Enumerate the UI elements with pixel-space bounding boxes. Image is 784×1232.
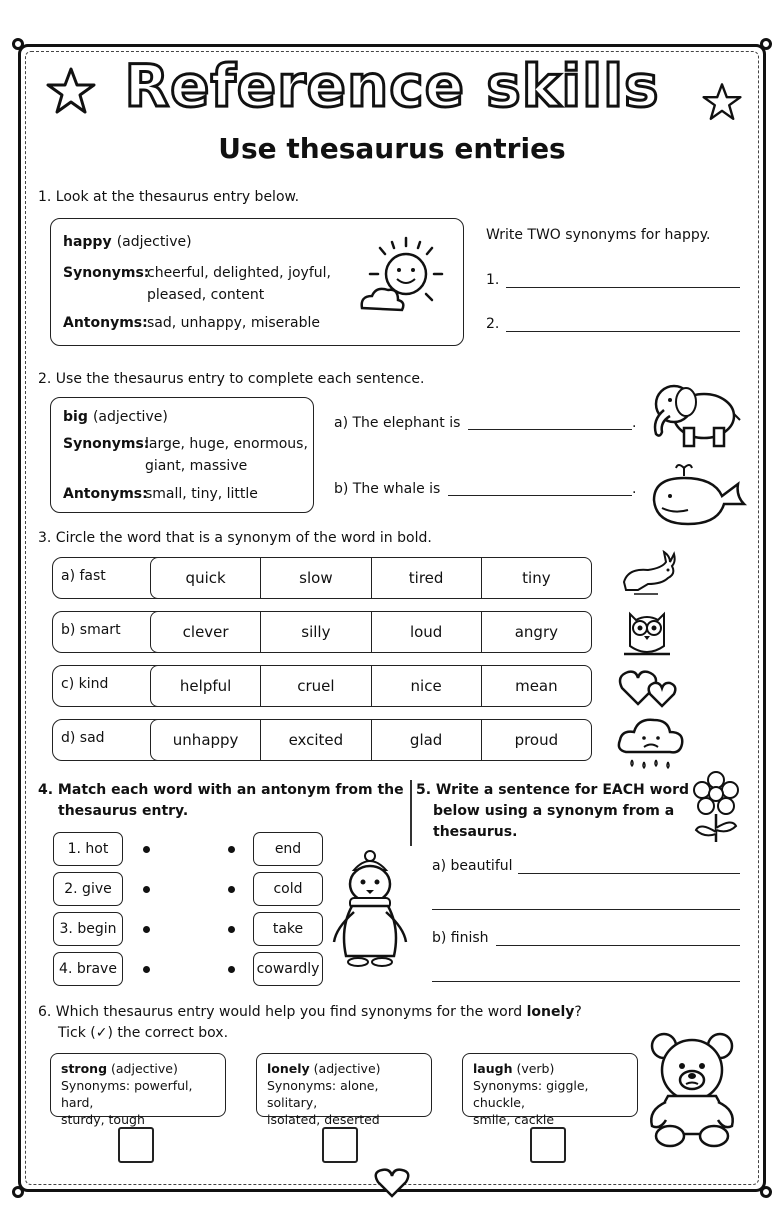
entry-pos: (adjective): [313, 1061, 381, 1076]
option-entry-lonely: [256, 1053, 432, 1127]
tick-box-lonely[interactable]: [322, 1127, 358, 1163]
border-corner: [12, 38, 24, 50]
flower-icon: [690, 772, 742, 844]
answer-line[interactable]: [518, 858, 740, 874]
synonyms-text: giant, massive: [145, 458, 248, 474]
q6-instruction: Tick (✓) the correct box.: [58, 1025, 229, 1041]
match-left-box[interactable]: 4. brave: [53, 952, 123, 986]
answer-line-a[interactable]: [468, 414, 632, 430]
entry-synonyms: isolated, deserted: [267, 1112, 380, 1127]
sentence-b: b) The whale is: [334, 481, 441, 497]
entry-pos: (adjective): [116, 234, 192, 250]
entry-word: laugh: [473, 1061, 513, 1076]
antonyms-text: small, tiny, little: [145, 486, 258, 502]
match-right-box[interactable]: end: [253, 832, 323, 866]
row-label: a) fast: [61, 568, 106, 584]
raincloud-icon: [616, 712, 686, 774]
match-dot[interactable]: [228, 886, 235, 893]
answer-number: 1.: [486, 272, 500, 288]
synonyms-text: cheerful, delighted, joyful,: [147, 265, 331, 281]
antonyms-text: sad, unhappy, miserable: [147, 315, 320, 331]
rabbit-icon: [618, 548, 678, 596]
option-cell[interactable]: helpful: [179, 677, 232, 695]
entry-pos: (verb): [516, 1061, 555, 1076]
antonyms-label: Antonyms:: [63, 486, 148, 502]
row-label: c) kind: [61, 676, 109, 692]
row-label: b) smart: [61, 622, 121, 638]
q4-prompt: thesaurus entry.: [58, 803, 189, 819]
answer-number: 2.: [486, 316, 500, 332]
answer-line-2[interactable]: [506, 316, 740, 332]
entry-pos: (adjective): [92, 409, 168, 425]
entry-word: happy: [63, 234, 112, 250]
sentence-a: a) The elephant is: [334, 415, 461, 431]
tick-box-laugh[interactable]: [530, 1127, 566, 1163]
match-dot[interactable]: [143, 846, 150, 853]
synonym-row: [52, 719, 592, 761]
tick-box-strong[interactable]: [118, 1127, 154, 1163]
whale-icon: [648, 460, 748, 530]
q5-prompt: 5. Write a sentence for EACH word: [416, 782, 690, 798]
star-icon: [46, 66, 96, 116]
q4-prompt: 4. Match each word with an antonym from the: [38, 782, 404, 798]
synonyms-text: pleased, content: [147, 287, 265, 303]
option-cell[interactable]: quick: [185, 569, 226, 587]
sentence-period: .: [632, 481, 637, 497]
sun-icon: [356, 232, 452, 324]
q2-prompt: 2. Use the thesaurus entry to complete each sentence.: [38, 371, 425, 387]
q6-target-word: lonely: [526, 1004, 575, 1020]
sentence-period: .: [632, 415, 637, 431]
answer-line[interactable]: [432, 966, 740, 982]
entry-pos: (adjective): [111, 1061, 178, 1076]
answer-line[interactable]: [496, 930, 740, 946]
synonyms-label: Synonyms:: [63, 265, 150, 281]
heart-icon: [374, 1168, 410, 1198]
q6-prompt-end: ?: [574, 1004, 582, 1020]
synonyms-text: large, huge, enormous,: [145, 436, 308, 452]
entry-synonyms: Synonyms: giggle, chuckle,: [473, 1078, 589, 1110]
option-cell[interactable]: silly: [260, 612, 370, 652]
entry-word: lonely: [267, 1061, 310, 1076]
match-right-box[interactable]: cowardly: [253, 952, 323, 986]
option-cell[interactable]: unhappy: [172, 731, 239, 749]
q1-prompt: 1. Look at the thesaurus entry below.: [38, 189, 300, 205]
match-right-box[interactable]: take: [253, 912, 323, 946]
owl-icon: [620, 604, 674, 662]
antonyms-label: Antonyms:: [63, 315, 148, 331]
entry-word: big: [63, 409, 88, 425]
synonym-row: [52, 611, 592, 653]
match-dot[interactable]: [228, 926, 235, 933]
answer-line[interactable]: [432, 894, 740, 910]
q6-prompt-text: 6. Which thesaurus entry would help you find synonyms for the word: [38, 1004, 527, 1020]
page-title: Reference skills: [124, 52, 660, 120]
entry-synonyms: smile, cackle: [473, 1112, 555, 1127]
match-left-box[interactable]: 1. hot: [53, 832, 123, 866]
penguin-icon: [330, 848, 410, 970]
synonyms-label: Synonyms:: [63, 436, 150, 452]
synonym-row: [52, 557, 592, 599]
q5-word-a: a) beautiful: [432, 858, 513, 874]
match-dot[interactable]: [143, 886, 150, 893]
border-corner: [12, 1186, 24, 1198]
option-cell[interactable]: proud: [481, 720, 591, 760]
answer-line-1[interactable]: [506, 272, 740, 288]
entry-synonyms: Synonyms: powerful, hard,: [61, 1078, 193, 1110]
option-cell[interactable]: nice: [371, 666, 481, 706]
match-left-box[interactable]: 2. give: [53, 872, 123, 906]
option-entry-laugh: [462, 1053, 638, 1127]
match-right-box[interactable]: cold: [253, 872, 323, 906]
q1-task: Write TWO synonyms for happy.: [486, 227, 711, 243]
answer-line-b[interactable]: [448, 480, 632, 496]
q5-prompt: below using a synonym from a: [433, 803, 675, 819]
star-icon: [702, 82, 742, 122]
q5-prompt: thesaurus.: [433, 824, 518, 840]
entry-synonyms: Synonyms: alone, solitary,: [267, 1078, 379, 1110]
q6-prompt: [38, 1004, 582, 1020]
match-dot[interactable]: [228, 846, 235, 853]
match-dot[interactable]: [143, 926, 150, 933]
q3-prompt: 3. Circle the word that is a synonym of the word in bold.: [38, 530, 432, 546]
entry-synonyms: sturdy, tough: [61, 1112, 145, 1127]
elephant-icon: [646, 376, 742, 452]
option-cell[interactable]: mean: [481, 666, 591, 706]
option-cell[interactable]: glad: [371, 720, 481, 760]
q2-thesaurus-entry: [50, 397, 314, 513]
option-cell[interactable]: angry: [481, 612, 591, 652]
option-cell[interactable]: tiny: [481, 558, 591, 598]
hearts-icon: [618, 666, 678, 710]
page-subtitle: Use thesaurus entries: [218, 132, 566, 165]
match-dot[interactable]: [228, 966, 235, 973]
option-cell[interactable]: excited: [260, 720, 370, 760]
border-corner: [760, 1186, 772, 1198]
border-corner: [760, 38, 772, 50]
match-left-box[interactable]: 3. begin: [53, 912, 123, 946]
entry-word: strong: [61, 1061, 108, 1076]
match-dot[interactable]: [143, 966, 150, 973]
teddy-bear-icon: [644, 1030, 740, 1148]
synonym-row: [52, 665, 592, 707]
option-cell[interactable]: clever: [182, 623, 229, 641]
option-cell[interactable]: tired: [371, 558, 481, 598]
section-divider: [410, 780, 412, 846]
option-cell[interactable]: cruel: [260, 666, 370, 706]
q5-word-b: b) finish: [432, 930, 489, 946]
row-label: d) sad: [61, 730, 105, 746]
option-entry-strong: [50, 1053, 226, 1127]
option-cell[interactable]: slow: [260, 558, 370, 598]
option-cell[interactable]: loud: [371, 612, 481, 652]
